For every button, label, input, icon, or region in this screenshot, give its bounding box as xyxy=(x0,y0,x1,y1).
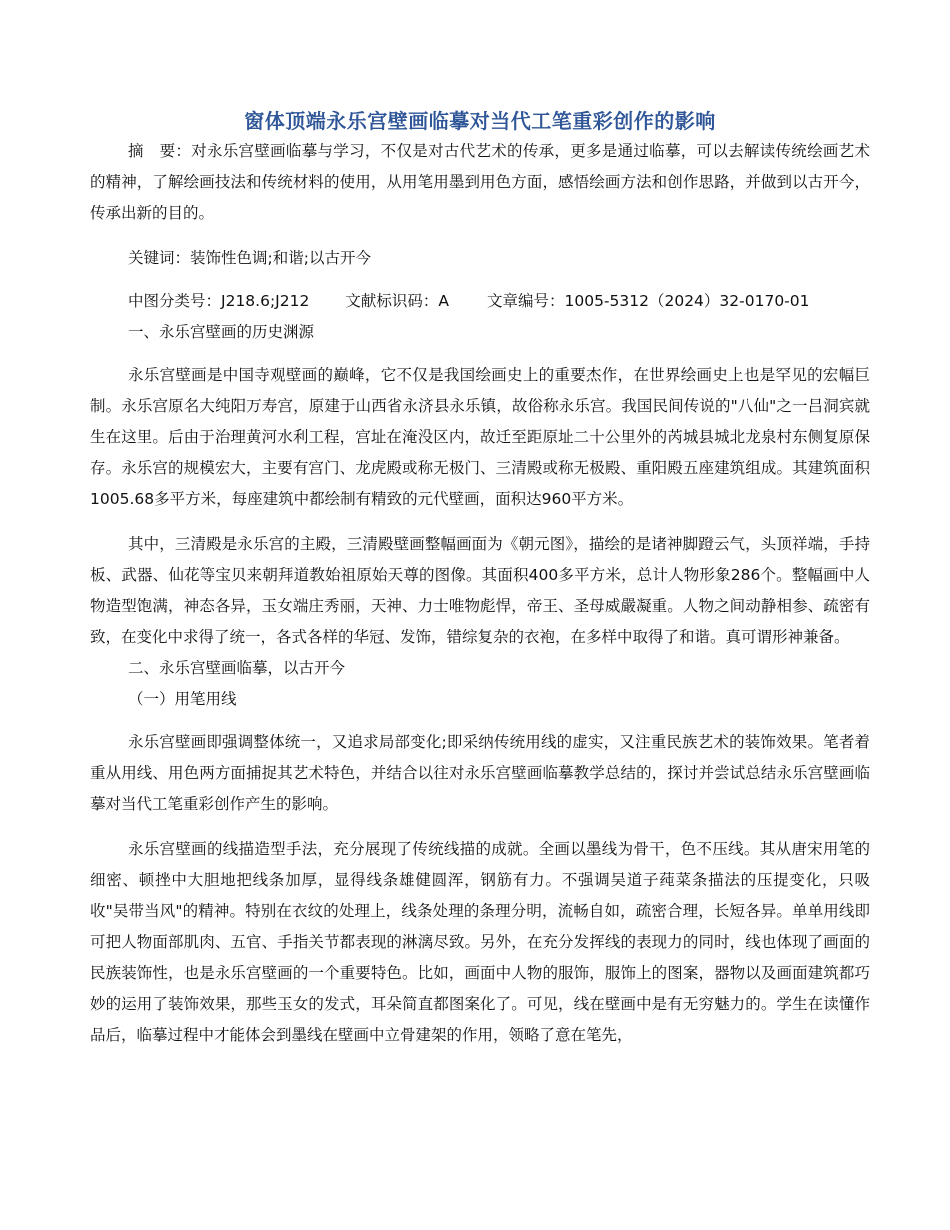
doc-code-label: 文献标识码： xyxy=(345,292,439,310)
abstract-text: 对永乐宫壁画临摹与学习，不仅是对古代艺术的传承，更多是通过临摹，可以去解读传统绘画艺术的精神，了解绘画技法和传统材料的使用，从用笔用墨到用色方面，感悟绘画方法和创作思路，并做到以古开今，传承出新的目的。 xyxy=(90,142,870,222)
article-page xyxy=(90,106,870,1051)
section2-subheading-1: （一）用笔用线 xyxy=(128,690,237,708)
article-no-value: 1005-5312（2024）32-0170-01 xyxy=(564,292,810,310)
section2-paragraph-1: 永乐宫壁画即强调整体统一，又追求局部变化;即采纳传统用线的虚实，又注重民族艺术的装饰效果。笔者着重从用线、用色两方面捕捉其艺术特色，并结合以往对永乐宫壁画临摹教学总结的，探讨并尝试总结永乐宫壁画临摹对当代工笔重彩创作产生的影响。 xyxy=(90,733,870,813)
doc-code-value: A xyxy=(438,292,449,310)
section1-heading: 一、永乐宫壁画的历史渊源 xyxy=(128,323,315,341)
article-title: 窗体顶端永乐宫壁画临摹对当代工笔重彩创作的影响 xyxy=(244,109,716,133)
section2-paragraph-2: 永乐宫壁画的线描造型手法，充分展现了传统线描的成就。全画以墨线为骨干，色不压线。其从唐宋用笔的细密、顿挫中大胆地把线条加厚，显得线条雄健圆浑，钢筋有力。不强调吴道子莼菜条描法的压提变化，只吸收"吴带当风"的精神。特别在衣纹的处理上，线条处理的条理分明，流畅自如，疏密合理，长短各异。单单用线即可把人物面部肌肉、五官、手指关节都表现的淋漓尽致。另外，在充分发挥线的表现力的同时，线也体现了画面的民族装饰性，也是永乐宫壁画的一个重要特色。比如，画面中人物的服饰，服饰上的图案，器物以及画面建筑都巧妙的运用了装饰效果，那些玉女的发式，耳朵简直都图案化了。可见，线在壁画中是有无穷魅力的。学生在读懂作品后，临摹过程中才能体会到墨线在壁画中立骨建架的作用，领略了意在笔先， xyxy=(90,840,870,1044)
abstract xyxy=(90,136,870,229)
keywords-row xyxy=(90,243,870,274)
keywords-value: 装饰性色调;和谐;以古开今 xyxy=(190,249,371,267)
classification-label: 中图分类号： xyxy=(128,292,222,310)
article-no-label: 文章编号： xyxy=(486,292,565,310)
section2-heading: 二、永乐宫壁画临摹，以古开今 xyxy=(128,659,346,677)
classification-value: J218.6;J212 xyxy=(221,292,310,310)
keywords-label: 关键词： xyxy=(128,249,191,267)
section1-paragraph-1: 永乐宫壁画是中国寺观壁画的巅峰，它不仅是我国绘画史上的重要杰作，在世界绘画史上也是罕见的宏幅巨制。永乐宫原名大纯阳万寿宫，原建于山西省永济县永乐镇，故俗称永乐宫。我国民间传说的"八仙"之一吕洞宾就生在这里。后由于治理黄河水利工程，宫址在淹没区内，故迁至距原址二十公里外的芮城县城北龙泉村东侧复原保存。永乐宫的规模宏大，主要有宫门、龙虎殿或称无极门、三清殿或称无极殿、重阳殿五座建筑组成。其建筑面积1005.68多平方米，每座建筑中都绘制有精致的元代壁画，面积达960平方米。 xyxy=(90,366,870,508)
abstract-label: 摘 要： xyxy=(128,142,192,160)
section1-paragraph-2: 其中，三清殿是永乐宫的主殿，三清殿壁画整幅画面为《朝元图》，描绘的是诸神脚蹬云气，头顶祥端，手持板、武器、仙花等宝贝来朝拜道教始祖原始天尊的图像。其面积400多平方米，总计人物形象286个。整幅画中人物造型饱满，神态各异，玉女端庄秀丽，天神、力士唯物彪悍，帝王、圣母威嚴凝重。人物之间动静相参、疏密有致，在变化中求得了统一，各式各样的华冠、发饰，错综复杂的衣袍，在多样中取得了和谐。真可谓形神兼备。 xyxy=(90,535,870,646)
classification-row xyxy=(90,286,870,317)
